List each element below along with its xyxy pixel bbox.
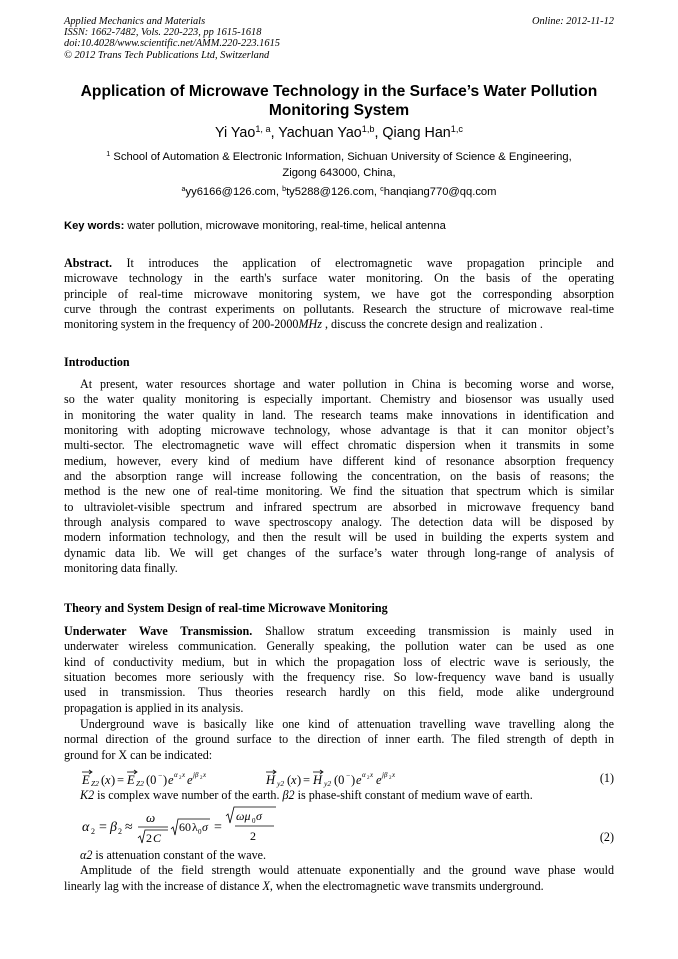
affiliation [64,149,614,181]
svg-text:e: e [376,773,382,787]
intro-line: method is the new one of real-time monitoring. We find the situation that spectrum which is similar [64,484,614,499]
svg-text:e: e [356,773,362,787]
distance-symbol: X [262,878,270,893]
theory-line: Shallow stratum exceeding transmission is mainly used in [265,624,614,638]
svg-text:(0: (0 [334,773,345,787]
intro-line: dynamic data lib. We will get changes of the surface’s water through long-range of analysis of [64,545,614,560]
equation-1-number: (1) [599,771,614,785]
svg-text:β: β [110,820,117,835]
intro-line: so the water quality monitoring is especially important. Chemistry and biosensor was usually used [64,392,614,407]
keywords-label: Key words: [64,220,125,232]
email-sup: b [282,185,287,194]
email-address: ty5288@126.com, [286,186,378,198]
equation-2 [80,805,280,853]
affiliation-line-1: School of Automation & Electronic Information, Sichuan University of Science & Engineering, [113,151,572,163]
equation-2-svg [80,805,280,849]
svg-text:α: α [174,771,178,779]
svg-text:60: 60 [179,820,191,834]
svg-text:σ: σ [202,820,208,834]
author-name: Qiang Han [382,125,451,141]
svg-text:H: H [313,773,323,787]
svg-text:α: α [82,820,90,835]
svg-text:=: = [117,773,125,787]
title-line-2: Monitoring System [268,102,410,119]
abstract-line: principle of real-time microwave monitoring system, we have got the corresponding absorption [64,286,614,301]
svg-text:2: 2 [367,776,370,781]
k2-definition [64,788,614,803]
abstract-label: Abstract. [64,256,113,270]
run-in-heading: Underwater Wave Transmission. [64,624,253,638]
svg-text:x: x [392,771,396,779]
svg-text:2: 2 [146,831,152,845]
svg-text:0: 0 [252,817,256,825]
svg-text:): ) [351,773,356,787]
abstract [64,256,614,333]
svg-text:x: x [182,771,186,779]
svg-text:=: = [303,773,311,787]
svg-text:=: = [214,820,222,835]
svg-text:y2: y2 [324,779,332,788]
svg-text:≈: ≈ [125,820,133,835]
journal-header [64,16,444,61]
theory-line-end: , when the electromagnetic wave transmits underground. [269,878,544,893]
abstract-line: microwave technology in the earth's surface water monitoring. On the basis of the operating [64,271,614,286]
email-address: hanqiang770@qq.com [383,186,497,198]
svg-text:σ: σ [256,809,262,823]
intro-line: medium, however, every kind of medium have different kind of resonance absorption frequency [64,453,614,468]
svg-text:E: E [127,773,135,787]
svg-text:C: C [153,831,162,845]
k2-symbol: K2 [80,788,95,802]
theory-line: ground for X can be indicated: [64,747,213,762]
svg-text:(: ( [101,773,106,787]
svg-text:): ) [163,773,168,787]
k2-text: is complex wave number of the earth. [94,788,283,802]
email-address: yy6166@126.com, [185,186,279,198]
beta2-symbol: β2 [282,788,295,802]
svg-text:=: = [99,820,107,835]
author-affil-sup: 1,c [450,123,463,134]
intro-line: through analysis compared to wave spectroscopy analogy. The detection data will be disposed by [64,515,614,530]
theory-paragraph-1 [64,624,614,716]
svg-text:e: e [187,773,193,787]
equation-1-e-svg [80,767,230,789]
theory-line: kind of conductivity medium, but in which the propagation loss of electric wave is seriously, the [64,654,614,669]
intro-line: modern information technology, and then the result will be used in building the experts system and [64,530,614,545]
svg-text:−: − [158,771,163,780]
svg-text:x: x [203,771,207,779]
svg-text:2: 2 [91,827,95,836]
affiliation-line-2: Zigong 643000, China, [282,167,396,179]
svg-text:): ) [111,773,116,787]
theory-line: situation becomes more seriously with the frequency rise. So low-frequency wave band is usually [64,670,614,685]
svg-text:jβ: jβ [193,771,199,779]
abstract-line-end: , discuss the concrete design and realization . [321,317,543,332]
theory-line: normal direction of the ground surface to the direction of inner earth. The filed strength of depth in [64,732,614,747]
frequency-unit: MHz [298,317,322,332]
email-sup: a [181,185,186,194]
theory-paragraph-2 [64,717,614,763]
svg-text:H: H [266,773,276,787]
issn-line: ISSN: 1662-7482, Vols. 220-223, pp 1615-1618 [64,27,262,39]
svg-text:0: 0 [198,828,202,836]
journal-name: Applied Mechanics and Materials [64,16,206,27]
equation-2-number: (2) [599,830,614,844]
theory-line: underwater wireless communication. Generally speaking, the pollution water can be used as one [64,639,614,654]
author-affil-sup: 1,b [361,123,375,134]
svg-text:2: 2 [179,776,182,781]
email-list [64,185,614,199]
svg-text:α: α [362,771,366,779]
theory-line: used in transmission. Thus theories research hardly on this field, mode alike underground [64,685,614,700]
svg-text:x: x [370,771,374,779]
theory-line: Amplitude of the field strength would attenuate exponentially and the ground wave phase would [80,863,614,878]
keywords-text: water pollution, microwave monitoring, real-time, helical antenna [127,220,446,232]
paper-title [64,82,614,120]
intro-line: monitoring with adopting microwave technology, whose advantage is that it can monitor object’s [64,423,614,438]
intro-line: monitoring data finally. [64,561,178,576]
abstract-line: It introduces the application of electromagnetic wave propagation principle and [126,256,614,270]
svg-text:E: E [82,773,90,787]
email-sup: c [380,185,384,194]
online-date: Online: 2012-11-12 [531,16,614,27]
author-list: Yi Yao$^{1, a}$, Yachuan Yao$^{1,b}$, Qiang Han$^{1,c}$ [215,123,463,141]
svg-text:2: 2 [200,776,203,781]
svg-text:y2: y2 [277,779,285,788]
theory-line: linearly lag with the increase of distance [64,878,263,893]
author-name: Yi Yao [215,125,256,141]
theory-line: propagation is applied in its analysis. [64,700,244,715]
k2-text-end: is phase-shift constant of medium wave of earth. [294,788,533,802]
introduction-body [64,377,614,576]
intro-line: multi-sector. The electromagnetic wave will effect chromatic dispersion when it transmits in some [64,438,614,453]
alpha2-symbol: α2 [80,848,93,862]
intro-line: to ultraviolet-visible spectrum and infrared spectrum are absorbed in microwave frequency band [64,499,614,514]
title-line-1: Application of Microwave Technology in the Surface’s Water Pollution [80,83,598,100]
author-name: Yachuan Yao [278,125,362,141]
svg-text:2: 2 [389,776,392,781]
svg-text:−: − [346,771,351,780]
svg-text:2: 2 [118,827,122,836]
svg-text:λ: λ [192,820,198,834]
abstract-line: monitoring system in the frequency of 200-2000 [64,317,299,332]
author-affil-sup: 1, a [255,123,271,134]
abstract-line: curve through the contrast experiments on pollutants. Research the structure of microwave real-time [64,302,614,317]
svg-text:x: x [105,773,111,787]
intro-line: in monitoring the water quality in land. The research teams make innovations in identification and [64,407,614,422]
svg-text:Z2: Z2 [136,779,144,788]
alpha2-text: is attenuation constant of the wave. [92,848,267,862]
introduction-heading: Introduction [64,355,130,369]
svg-text:ωμ: ωμ [236,809,251,823]
alpha2-definition [64,848,614,894]
intro-line: At present, water resources shortage and water pollution in China is becoming worse and worse, [80,377,614,391]
equation-1-h-svg [264,767,414,789]
svg-text:jβ: jβ [382,771,388,779]
svg-text:2: 2 [250,829,256,843]
copyright-line: © 2012 Trans Tech Publications Ltd, Switzerland [64,49,270,61]
affiliation-sup: 1 [106,150,111,159]
svg-text:(0: (0 [146,773,157,787]
theory-line: Underground wave is basically like one kind of attenuation travelling wave travelling along the [80,717,614,731]
svg-text:(: ( [287,773,292,787]
svg-text:): ) [297,773,302,787]
keywords [64,219,614,233]
theory-heading: Theory and System Design of real-time Microwave Monitoring [64,601,388,615]
intro-line: and the absorption range will increase following the concentration, on the basis of reasons; the [64,469,614,484]
svg-text:x: x [291,773,297,787]
svg-text:Z2: Z2 [91,779,99,788]
svg-text:e: e [168,773,174,787]
doi-line: doi:10.4028/www.scientific.net/AMM.220-223.1615 [64,38,280,50]
svg-text:ω: ω [146,810,156,825]
